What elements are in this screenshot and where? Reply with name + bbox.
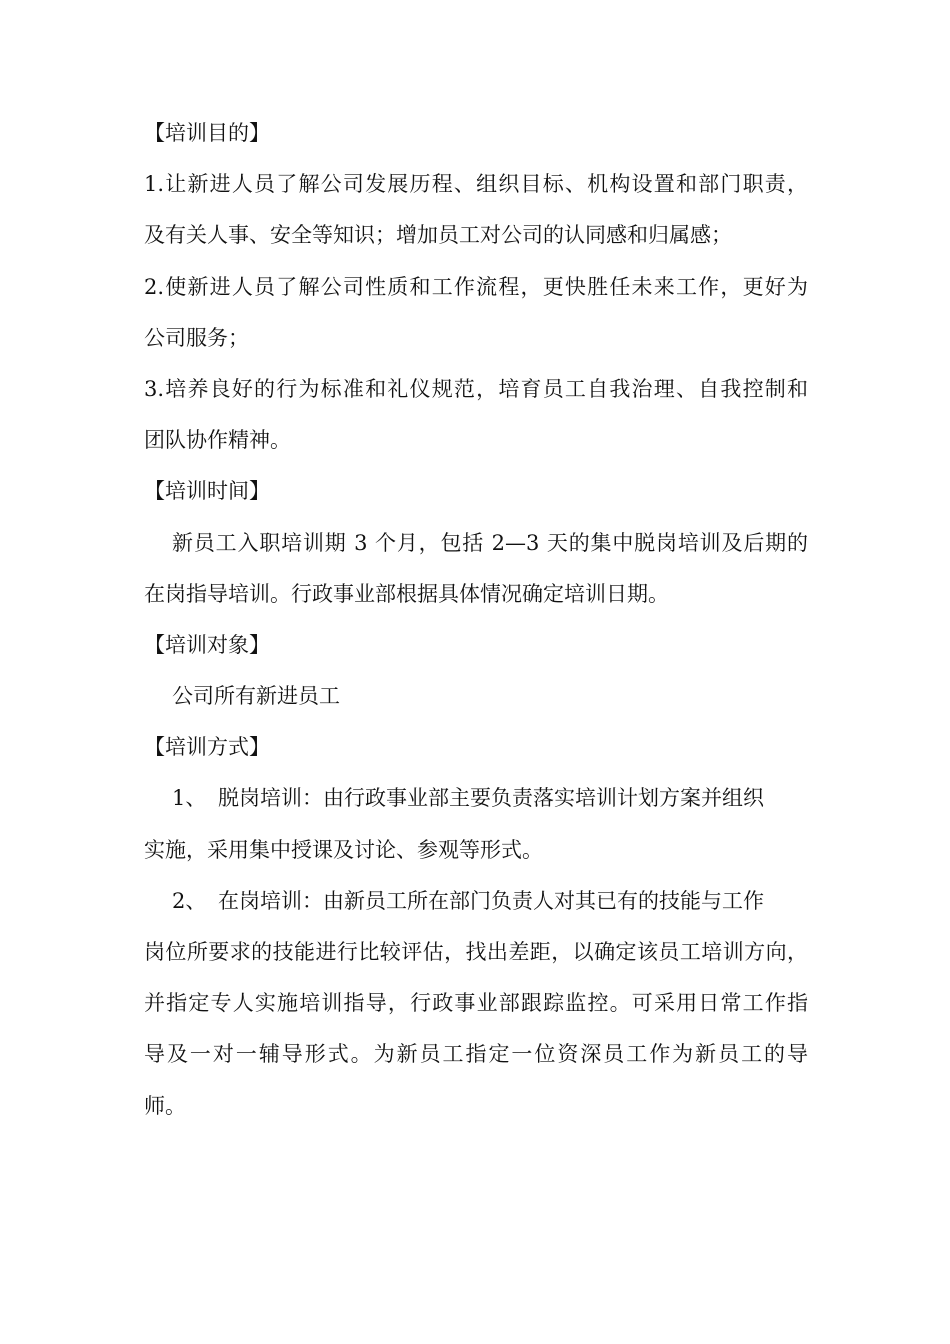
- section-heading-method: 【培训方式】: [144, 735, 270, 760]
- time-paragraph-line-1: 新员工入职培训期 3 个月，包括 2—3 天的集中脱岗培训及后期的: [172, 530, 808, 555]
- method-item-2-line-2: 岗位所要求的技能进行比较评估，找出差距，以确定该员工培训方向，: [144, 940, 808, 964]
- purpose-item-2-line-1: 2.使新进人员了解公司性质和工作流程，更快胜任未来工作，更好为: [144, 274, 808, 299]
- method-item-1-line-1: [144, 773, 808, 824]
- section-heading-target: 【培训对象】: [144, 632, 270, 657]
- purpose-item-3-line-1: 3.培养良好的行为标准和礼仪规范，培育员工自我治理、自我控制和: [144, 376, 808, 401]
- method-item-2-line-3: 并指定专人实施培训指导，行政事业部跟踪监控。可采用日常工作指: [144, 991, 808, 1016]
- method-item-1-number: 1、: [172, 786, 207, 811]
- document-page: [144, 108, 808, 1132]
- method-item-1-text: 脱岗培训：由行政事业部主要负责落实培训计划方案并组织: [218, 786, 764, 811]
- method-item-2-line-4: 导及一对一辅导形式。为新员工指定一位资深员工作为新员工的导: [144, 1042, 808, 1067]
- purpose-item-1-line-1: 1.让新进人员了解公司发展历程、组织目标、机构设置和部门职责，: [144, 172, 808, 197]
- method-item-2-line-5: 师。: [144, 1093, 186, 1118]
- purpose-item-3-line-2: 团队协作精神。: [144, 428, 291, 453]
- section-heading-purpose: 【培训目的】: [144, 121, 270, 145]
- method-item-2-number: 2、: [172, 888, 207, 913]
- time-paragraph-line-2: 在岗指导培训。行政事业部根据具体情况确定培训日期。: [144, 581, 669, 606]
- method-item-2-line-1: [144, 876, 808, 927]
- method-item-1-line-2: 实施，采用集中授课及讨论、参观等形式。: [144, 837, 543, 862]
- target-paragraph-line-1: 公司所有新进员工: [172, 684, 340, 709]
- purpose-item-1-line-2: 及有关人事、安全等知识；增加员工对公司的认同感和归属感；: [144, 223, 732, 248]
- method-item-2-text: 在岗培训：由新员工所在部门负责人对其已有的技能与工作: [218, 888, 764, 913]
- section-heading-time: 【培训时间】: [144, 479, 270, 504]
- purpose-item-2-line-2: 公司服务；: [144, 325, 249, 350]
